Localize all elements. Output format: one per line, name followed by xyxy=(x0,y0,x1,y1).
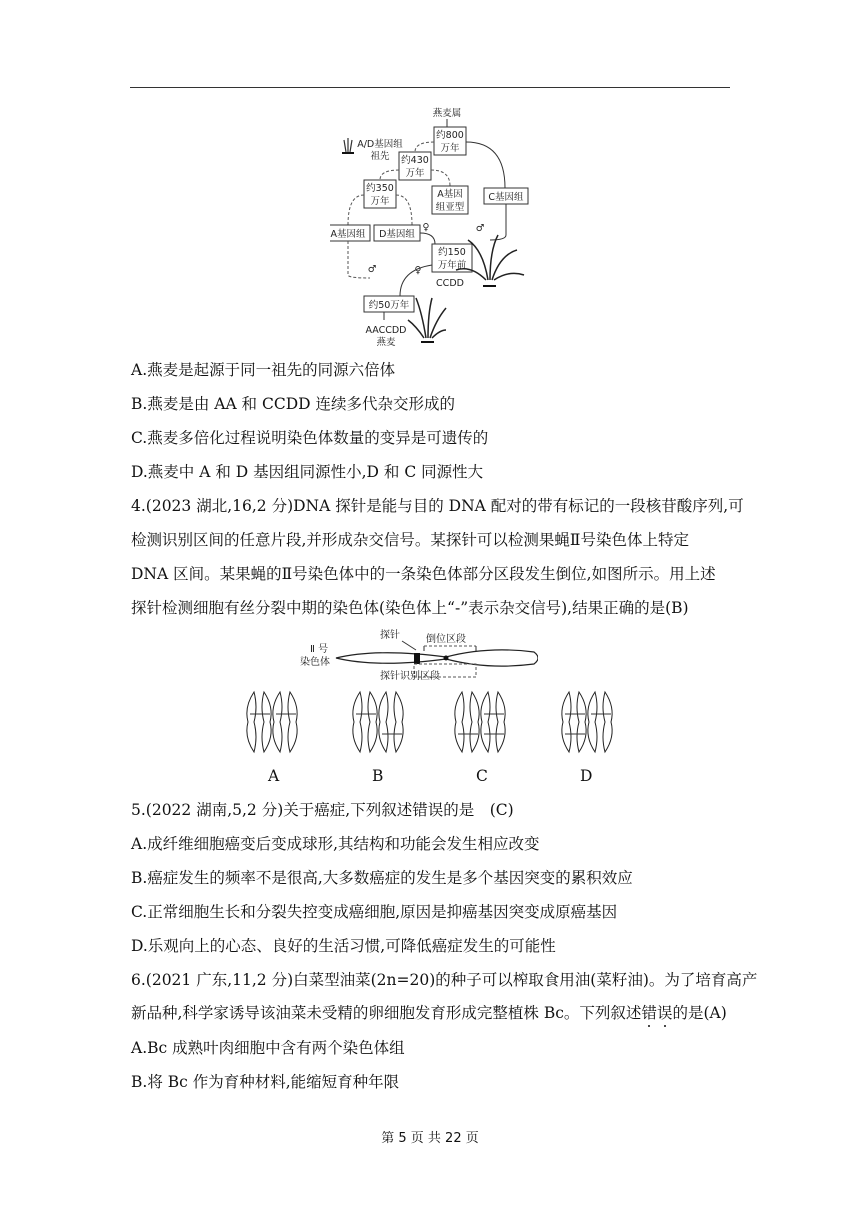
q4-option-label-d: D xyxy=(580,767,593,785)
c-genome-box: C基因组 xyxy=(488,192,524,203)
q3-option-a: A.燕麦是起源于同一祖先的同源六倍体 xyxy=(131,361,396,379)
q4-stem-line4: 探针检测细胞有丝分裂中期的染色体(染色体上“-”表示杂交信号),结果正确的是(B) xyxy=(131,599,689,617)
option-b-chromosomes xyxy=(353,692,403,752)
m350-line1: 约350 xyxy=(366,183,394,194)
q3-option-b: B.燕麦是由 AA 和 CCDD 连续多代杂交形成的 xyxy=(131,395,455,413)
options-chromosomes-figure xyxy=(236,690,626,755)
oat-label: 燕麦 xyxy=(376,337,396,348)
m430-line2: 万年 xyxy=(405,168,425,179)
a-genome-box: A基因组 xyxy=(330,229,366,240)
chromosome-probe-figure xyxy=(298,628,538,688)
option-d-chromosomes xyxy=(562,692,612,752)
q4-stem-line1: 4.(2023 湖北,16,2 分)DNA 探针是能与目的 DNA 配对的带有标记的一段核苷酸序列,可 xyxy=(131,497,744,515)
q6-stem-line2 xyxy=(131,1003,727,1023)
m150-line2: 万年前 xyxy=(437,260,467,271)
q3-option-c: C.燕麦多倍化过程说明染色体数量的变异是可遗传的 xyxy=(131,429,489,447)
male-symbol-2: ♂ xyxy=(367,264,377,275)
q4-option-label-c: C xyxy=(476,767,488,785)
q4-option-label-a: A xyxy=(268,767,280,785)
q5-option-d: D.乐观向上的心态、良好的生活习惯,可降低癌症发生的可能性 xyxy=(131,937,556,955)
genus-label: 燕麦属 xyxy=(432,108,462,119)
m50-box: 约50万年 xyxy=(368,300,410,311)
m350-line2: 万年 xyxy=(370,196,390,207)
chrom-label-line2: 染色体 xyxy=(300,657,330,668)
q6-option-b: B.将 Bc 作为育种材料,能缩短育种年限 xyxy=(131,1073,400,1091)
a-subtype-line1: A基因 xyxy=(437,189,463,200)
ad-ancestor-line1: A/D基因组 xyxy=(357,139,403,150)
q5-option-a: A.成纤维细胞癌变后变成球形,其结构和功能会发生相应改变 xyxy=(131,835,540,853)
a-subtype-line2: 组亚型 xyxy=(435,202,465,213)
header-rule xyxy=(130,87,730,88)
q4-stem-line2: 检测识别区间的任意片段,并形成杂交信号。某探针可以检测果蝇Ⅱ号染色体上特定 xyxy=(131,531,689,549)
m430-line1: 约430 xyxy=(401,155,429,166)
q4-option-label-b: B xyxy=(372,767,384,785)
page-footer: 第 5 页 共 22 页 xyxy=(381,1131,479,1146)
option-a-chromosomes xyxy=(247,692,297,752)
ad-ancestor-line2: 祖先 xyxy=(370,151,390,162)
q6-emphasis-2: 误 xyxy=(656,1004,673,1022)
oat-evolution-figure xyxy=(330,100,540,350)
option-c-chromosomes xyxy=(455,692,505,752)
q3-option-d: D.燕麦中 A 和 D 基因组同源性小,D 和 C 同源性大 xyxy=(131,463,484,481)
q6-emphasis-1: 错 xyxy=(641,1004,657,1022)
q6-stem-line1: 6.(2021 广东,11,2 分)白菜型油菜(2n=20)的种子可以榨取食用油(菜籽油)。为了培育高产 xyxy=(131,971,758,989)
q6-option-a: A.Bc 成熟叶肉细胞中含有两个染色体组 xyxy=(131,1039,405,1057)
m800-line1: 约800 xyxy=(436,130,464,141)
q4-stem-line3: DNA 区间。某果蝇的Ⅱ号染色体中的一条染色体部分区段发生倒位,如图所示。用上述 xyxy=(131,565,716,583)
q6-stem-line2-pre: 新品种,科学家诱导该油菜未受精的卵细胞发育形成完整植株 Bc。下列叙述 xyxy=(131,1004,642,1022)
probe-label: 探针 xyxy=(380,630,400,641)
q6-stem-line2-post: 的是(A) xyxy=(672,1004,727,1022)
m150-line1: 约150 xyxy=(438,247,466,258)
q5-stem: 5.(2022 湖南,5,2 分)关于癌症,下列叙述错误的是 (C) xyxy=(131,801,514,819)
d-genome-box: D基因组 xyxy=(379,229,415,240)
q5-option-c: C.正常细胞生长和分裂失控变成癌细胞,原因是抑癌基因突变成原癌基因 xyxy=(131,903,618,921)
aaccdd-label: AACCDD xyxy=(365,325,407,336)
chrom-label-line1: Ⅱ 号 xyxy=(310,644,329,655)
female-symbol-1: ♀ xyxy=(422,222,430,233)
ccdd-label: CCDD xyxy=(436,278,464,289)
male-symbol-1: ♂ xyxy=(475,223,485,234)
m800-line2: 万年 xyxy=(440,143,460,154)
q5-option-b: B.癌症发生的频率不是很高,大多数癌症的发生是多个基因突变的累积效应 xyxy=(131,869,633,887)
female-symbol-2: ♀ xyxy=(414,265,422,276)
region-label: 探针识别区段 xyxy=(380,671,440,682)
inversion-label: 倒位区段 xyxy=(426,634,466,645)
